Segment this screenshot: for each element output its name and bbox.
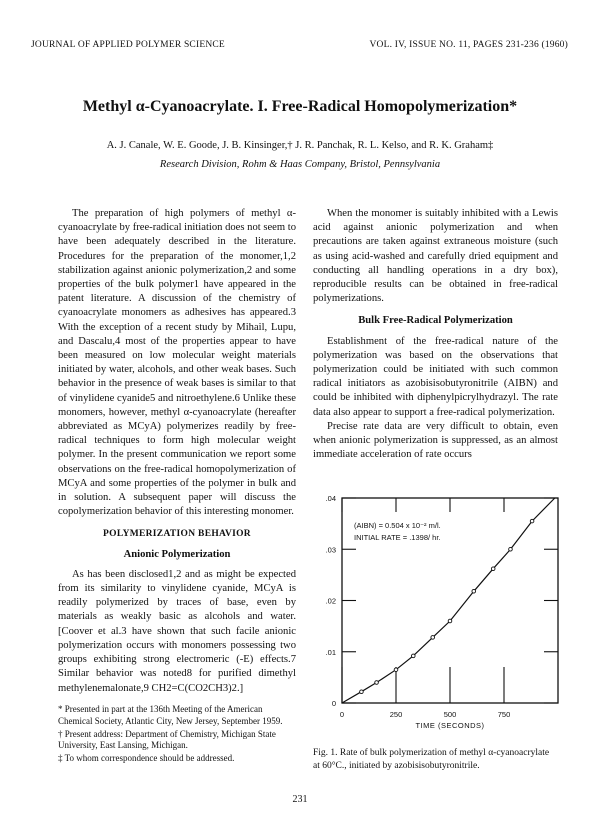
data-point (411, 654, 415, 658)
page-number: 231 (292, 794, 308, 805)
right-paragraph-2: Establishment of the free-radical nature of the polymerization was based on the observations that polymerization could be initiated with such common radical initiators as azobisisobutyronitrile (AIBN) and could be inhibited with diphenylpicrylhydrazyl. The rate data also appear to support a free-radical polymerization. (313, 335, 558, 418)
y-tick-label: 0 (331, 699, 336, 708)
footnote: ‡ To whom correspondence should be addressed. (58, 753, 235, 764)
x-axis-label: TIME (SECONDS) (415, 721, 485, 730)
footnote: † Present address: Department of Chemistry, Michigan State University, East Lansing, Michigan. (58, 728, 276, 751)
section-heading-polymerization: POLYMERIZATION BEHAVIOR (103, 529, 251, 540)
data-point (431, 636, 435, 640)
rate-chart (308, 492, 566, 750)
volume-info: VOL. IV, ISSUE NO. 11, PAGES 231-236 (1960) (369, 40, 568, 50)
x-tick-label: 250 (389, 710, 403, 719)
annotation-aibn: (AIBN) = 0.504 x 10⁻² m/l. (354, 521, 441, 530)
y-tick-label: .02 (325, 596, 336, 606)
right-column (313, 207, 558, 462)
anionic-paragraph: As has been disclosed1,2 and as might be expected from its similarity to vinylidene cyanide, MCyA is readily polymerized by traces of base, even by materials as weakly basic as alcohols and water. [Coover et al.3 have shown that such facile anionic polymerization occurs with monomers possessing two groups exhibiting strong electromeric (-E) effects.7 Similar behavior was noted8 for purified dimethyl methylenemalonate,9 CH2=C(CO2CH3)2.] (58, 568, 296, 694)
data-point (394, 668, 398, 672)
affiliation: Research Division, Rohm & Haas Company, Bristol, Pennsylvania (159, 159, 441, 170)
right-paragraph-1: When the monomer is suitably inhibited with a Lewis acid against anionic polymerization and when precautions are taken against extraneous moisture (such as using acid-washed and carefully dried equipment and conducting all handling operations in a dry box), reproducible results can be obtained in free-radical polymerizations. (313, 208, 558, 305)
paper-title: Methyl α-Cyanoacrylate. I. Free-Radical Homopolymerization* (82, 98, 518, 115)
footnote: * Presented in part at the 136th Meeting of the American Chemical Society, Atlantic City, New Jersey, September 1959. (58, 704, 283, 726)
data-point (360, 690, 364, 694)
data-point (375, 681, 379, 685)
x-tick-label: 750 (497, 710, 511, 719)
data-point (448, 619, 452, 623)
left-column (58, 207, 296, 696)
x-tick-label: 0 (339, 710, 345, 719)
data-point (509, 547, 513, 551)
x-tick-label: 500 (443, 710, 457, 719)
data-point (530, 519, 534, 523)
section-heading-bulk: Bulk Free-Radical Polymerization (358, 315, 513, 327)
data-point (472, 589, 476, 593)
footnotes (58, 704, 296, 766)
y-tick-label: .01 (325, 647, 336, 657)
subsection-heading-anionic: Anionic Polymerization (123, 548, 231, 560)
y-tick-label: .04 (325, 494, 336, 503)
y-tick-label: .03 (325, 545, 336, 555)
journal-name: JOURNAL OF APPLIED POLYMER SCIENCE (31, 40, 225, 50)
figure-caption: Fig. 1. Rate of bulk polymerization of methyl α-cyanoacrylate at 60°C., initiated by azobisisobutyronitrile. (313, 748, 550, 771)
right-paragraph-3: Precise rate data are very difficult to obtain, even when anionic polymerization is suppressed, as an almost immediate acceleration of rate occurs (313, 420, 558, 461)
intro-paragraph: The preparation of high polymers of methyl α-cyanoacrylate by free-radical initiation does not seem to have been adequately described in the literature. Procedures for the preparation of the monomer,1,2 stabilization against anionic polymerization,2 and some properties of the bulk polymer1 have appeared in the patent literature. A discussion of the chemistry of cyanoacrylate monomers as adhesives has appeared.3 With the exception of a recent study by Mihail, Lupu, and Dascalu,4 most of the properties appear to have been measured on low molecular weight materials initiated by water, alcohols, and other weak bases. Such behavior in the presence of weak bases is similar to that of vinylidene cyanide5 and nitroethylene.6 Unlike these monomers, however, methyl α-cyanoacrylate (hereafter abbreviated as MCyA) polymerizes readily by free-radical techniques to form high molecular weight polymer. In the present communication we report some observations on the free-radical homopolymerization of MCyA and some properties of the polymer in bulk and in solution. A subsequent paper will discuss the copolymerization behavior of this interesting monomer. (58, 208, 296, 518)
annotation-rate: INITIAL RATE = .1398/ hr. (354, 533, 441, 542)
figure-1 (308, 492, 566, 750)
data-point (491, 567, 495, 571)
author-list: A. J. Canale, W. E. Goode, J. B. Kinsinger,† J. R. Panchak, R. L. Kelso, and R. K. Graham‡ (106, 140, 494, 151)
